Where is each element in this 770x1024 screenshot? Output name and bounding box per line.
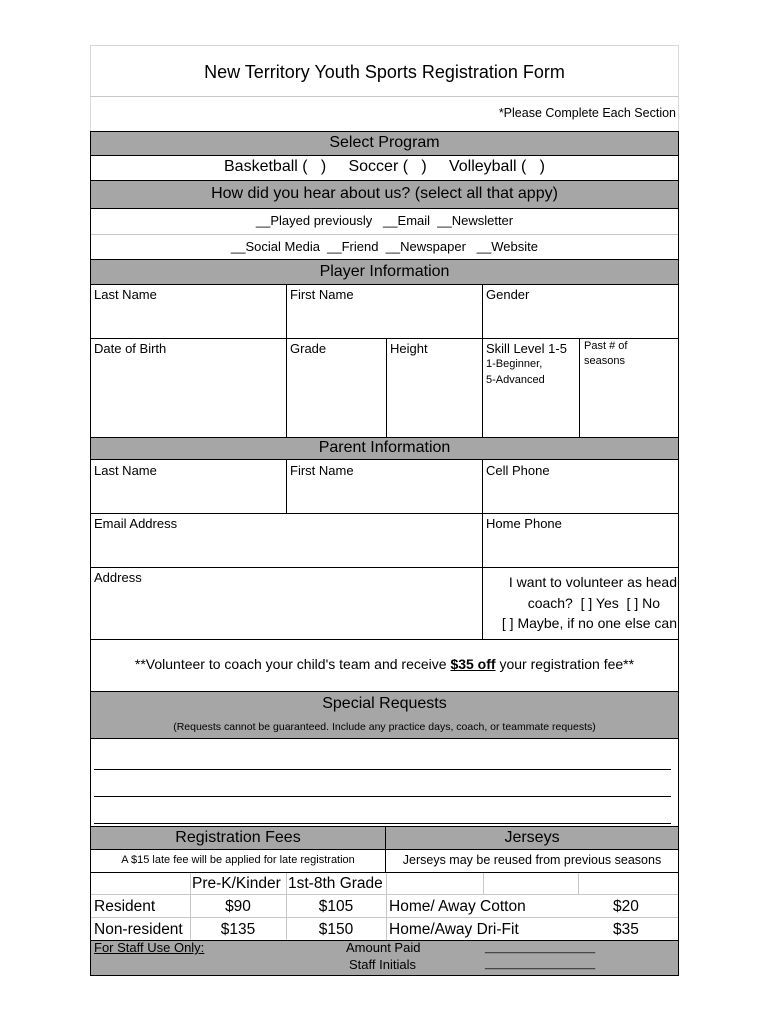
- divider: [579, 338, 580, 437]
- divider: [90, 284, 679, 285]
- player-info-heading: Player Information: [319, 263, 450, 280]
- cell-phone-label: Cell Phone: [486, 463, 550, 478]
- divider: [286, 459, 287, 513]
- promo-suffix: your registration fee**: [495, 656, 635, 672]
- player-gender-label: Gender: [486, 287, 530, 302]
- parent-info-heading: Parent Information: [318, 439, 451, 456]
- divider: [578, 873, 579, 895]
- hear-about-options-1[interactable]: __Played previously __Email __Newsletter: [255, 213, 514, 228]
- staff-use-label: For Staff Use Only:: [94, 940, 205, 955]
- email-label: Email Address: [94, 516, 178, 531]
- registration-fees-heading: Registration Fees: [175, 829, 301, 846]
- player-first-name-label: First Name: [290, 287, 354, 302]
- jersey-cotton-label: Home/ Away Cotton: [389, 898, 526, 915]
- divider: [90, 208, 679, 209]
- divider: [482, 459, 483, 639]
- nonresident-grade-fee: $150: [318, 921, 354, 938]
- complete-note: *Please Complete Each Section: [498, 106, 676, 120]
- request-line-3[interactable]: [94, 823, 671, 824]
- request-line-2[interactable]: [94, 796, 671, 797]
- divider: [483, 873, 484, 895]
- program-options[interactable]: Basketball ( ) Soccer ( ) Volleyball ( ): [224, 158, 545, 175]
- divider: [91, 894, 678, 895]
- divider: [90, 459, 679, 460]
- player-height-label: Height: [390, 341, 428, 356]
- skill-scale-line-1: 1-Beginner,: [486, 358, 543, 370]
- address-label: Address: [94, 570, 142, 585]
- divider: [90, 338, 679, 339]
- divider: [90, 513, 679, 514]
- jersey-drifit-price: $35: [613, 921, 639, 938]
- fee-col-prek: Pre-K/Kinder: [192, 875, 281, 892]
- request-line-1[interactable]: [94, 769, 671, 770]
- divider: [386, 873, 387, 940]
- resident-prek-fee: $90: [225, 898, 251, 915]
- past-seasons-label-1: Past # of: [584, 340, 628, 352]
- amount-paid-label: Amount Paid: [346, 940, 421, 955]
- skill-scale-line-2: 5-Advanced: [486, 374, 545, 386]
- past-seasons-label-2: seasons: [584, 355, 625, 367]
- divider: [386, 338, 387, 437]
- divider: [90, 738, 679, 739]
- divider: [286, 338, 287, 437]
- promo-discount: $35 off: [450, 656, 496, 672]
- jersey-drifit-label: Home/Away Dri-Fit: [389, 921, 519, 938]
- parent-first-name-label: First Name: [290, 463, 354, 478]
- hear-about-heading: How did you hear about us? (select all that appy): [211, 185, 558, 202]
- player-dob-label: Date of Birth: [94, 341, 167, 356]
- resident-label: Resident: [94, 898, 156, 915]
- divider: [90, 639, 679, 640]
- volunteer-options-1[interactable]: coach? [ ] Yes [ ] No: [527, 595, 660, 611]
- special-requests-note: (Requests cannot be guaranteed. Include any practice days, coach, or teammate requests): [173, 721, 596, 733]
- volunteer-options-2[interactable]: [ ] Maybe, if no one else can: [501, 615, 677, 631]
- promo-prefix: **Volunteer to coach your child's team and receive: [134, 656, 451, 672]
- divider: [90, 872, 679, 873]
- fee-col-grade: 1st-8th Grade: [288, 875, 383, 892]
- divider: [90, 849, 679, 850]
- staff-initials-field[interactable]: __________________: [485, 958, 596, 970]
- divider: [90, 155, 679, 156]
- jerseys-note: Jerseys may be reused from previous seasons: [402, 853, 662, 867]
- volunteer-promo: [91, 656, 678, 672]
- late-fee-note: A $15 late fee will be applied for late registration: [121, 854, 355, 866]
- divider: [482, 338, 483, 437]
- nonresident-prek-fee: $135: [220, 921, 256, 938]
- volunteer-line-1: I want to volunteer as head: [508, 574, 677, 590]
- home-phone-label: Home Phone: [486, 516, 562, 531]
- form-title: New Territory Youth Sports Registration Form: [204, 62, 565, 82]
- player-grade-label: Grade: [290, 341, 327, 356]
- resident-grade-fee: $105: [318, 898, 354, 915]
- amount-paid-field[interactable]: __________________: [485, 942, 596, 954]
- select-program-heading: Select Program: [329, 134, 440, 151]
- staff-initials-label: Staff Initials: [349, 957, 416, 972]
- player-last-name-label: Last Name: [94, 287, 157, 302]
- hear-about-options-2[interactable]: __Social Media __Friend __Newspaper __Website: [231, 239, 538, 254]
- parent-last-name-label: Last Name: [94, 463, 157, 478]
- jersey-cotton-price: $20: [613, 898, 639, 915]
- divider: [90, 96, 679, 97]
- divider: [90, 567, 679, 568]
- divider: [91, 234, 678, 235]
- divider: [482, 284, 483, 338]
- divider: [91, 917, 678, 918]
- special-requests-heading: Special Requests: [322, 695, 447, 712]
- jerseys-heading: Jerseys: [504, 829, 560, 846]
- player-skill-level-label: Skill Level 1-5: [486, 341, 567, 356]
- divider: [286, 284, 287, 338]
- nonresident-label: Non-resident: [94, 921, 183, 938]
